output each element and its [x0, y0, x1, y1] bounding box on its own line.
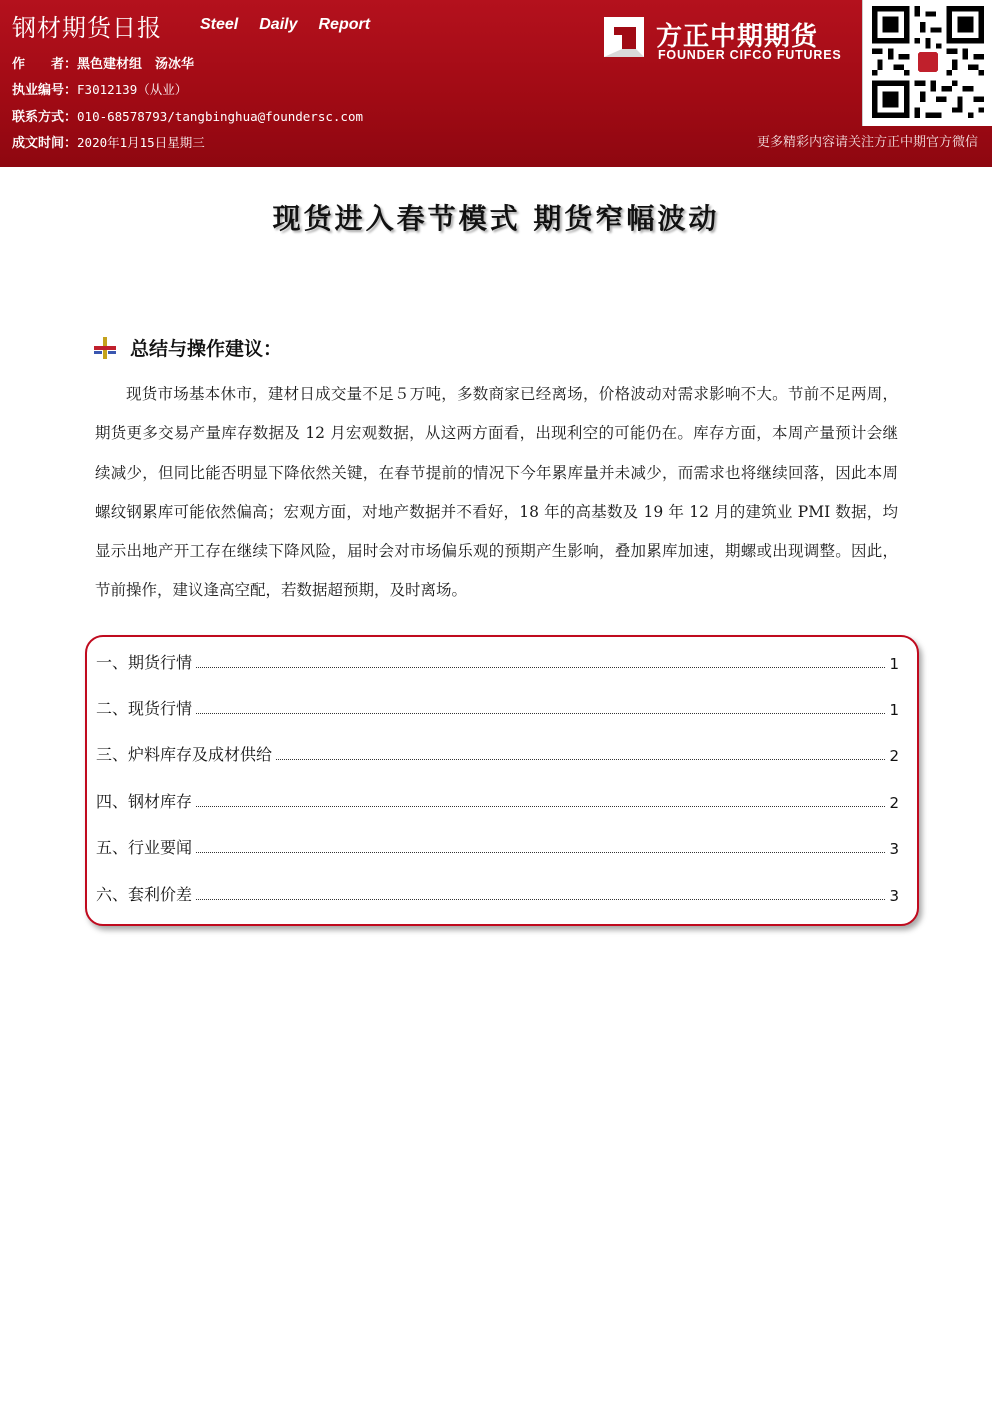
date-row: [12, 132, 205, 151]
toc-leader-dots: [276, 758, 885, 760]
company-logo: [602, 14, 862, 64]
toc-leader-dots: [196, 805, 885, 807]
report-title: 现货进入春节模式 期货窄幅波动: [272, 202, 720, 235]
toc-item-label: 三、炉料库存及成材供给: [96, 745, 273, 764]
contact-value: 010-68578793/tangbinghua@foundersc.com: [77, 109, 363, 124]
summary-heading-text: 总结与操作建议：: [130, 338, 283, 360]
license-label: 执业编号：: [12, 83, 78, 98]
toc-item-label: 六、套利价差: [96, 885, 193, 904]
toc-item-page: 3: [889, 840, 899, 858]
toc-item-page: 2: [889, 794, 899, 812]
toc-item-label: 四、钢材库存: [96, 792, 193, 811]
report-english-title: [200, 16, 370, 34]
toc-item[interactable]: [96, 836, 899, 858]
report-en-word: Steel: [200, 16, 239, 33]
license-row: [12, 79, 187, 98]
toc-item[interactable]: [96, 790, 899, 812]
date-value: 2020年1月15日星期三: [77, 135, 205, 150]
toc-item[interactable]: [96, 883, 899, 905]
logo-mark-icon: [602, 15, 646, 59]
report-en-word: Report: [318, 16, 371, 33]
toc-item-label: 五、行业要闻: [96, 838, 193, 857]
report-name: 钢材期货日报: [12, 14, 162, 42]
logo-english: FOUNDER CIFCO FUTURES: [658, 48, 842, 62]
toc-leader-dots: [196, 666, 885, 668]
contact-row: [12, 106, 363, 125]
license-value: F3012139（从业）: [77, 82, 188, 97]
toc-item[interactable]: [96, 743, 899, 765]
toc-item-page: 1: [889, 655, 899, 673]
date-label: 成文时间：: [12, 136, 78, 151]
qr-code-icon: [872, 6, 984, 118]
summary-heading: [94, 334, 282, 361]
toc-leader-dots: [196, 712, 885, 714]
toc-item-page: 1: [889, 701, 899, 719]
toc-item-page: 3: [889, 887, 899, 905]
author-label: 作 者：: [12, 57, 78, 72]
toc-leader-dots: [196, 898, 885, 900]
logo-chinese: 方正中期期货: [656, 22, 819, 52]
author-value: 黑色建材组 汤冰华: [77, 57, 195, 72]
wechat-qr-code: [862, 0, 992, 126]
toc-item-label: 二、现货行情: [96, 699, 193, 718]
toc-item[interactable]: [96, 697, 899, 719]
toc-item[interactable]: [96, 651, 899, 673]
report-en-word: Daily: [259, 16, 298, 33]
section-bullet-icon: [94, 337, 116, 359]
toc-item-page: 2: [889, 747, 899, 765]
report-header: [0, 0, 992, 167]
table-of-contents: [85, 635, 919, 926]
author-row: [12, 53, 194, 72]
contact-label: 联系方式：: [12, 110, 78, 125]
wechat-follow-note: 更多精彩内容请关注方正中期官方微信: [756, 135, 978, 150]
toc-item-label: 一、期货行情: [96, 653, 193, 672]
toc-leader-dots: [196, 851, 885, 853]
summary-paragraph: 现货市场基本休市，建材日成交量不足５万吨，多数商家已经离场，价格波动对需求影响不大。节前不足两周，期货更多交易产量库存数据及 12 月宏观数据，从这两方面看，出现利空的可能仍在。库存方面，本周产量预计会继续减少，但同比能否明显下降依然关键，在春节提前的情况下今年累库量并未减少，而需求也将继续回落，因此本周螺纹钢累库可能依然偏高；宏观方面，对地产数据并不看好，18 年的高基数及 19 年 12 月的建筑业 PMI 数据，均显示出地产开工存在继续下降风险，届时会对市场偏乐观的预期产生影响，叠加累库加速，期螺或出现调整。因此，节前操作，建议逢高空配，若数据超预期，及时离场。: [95, 385, 898, 600]
